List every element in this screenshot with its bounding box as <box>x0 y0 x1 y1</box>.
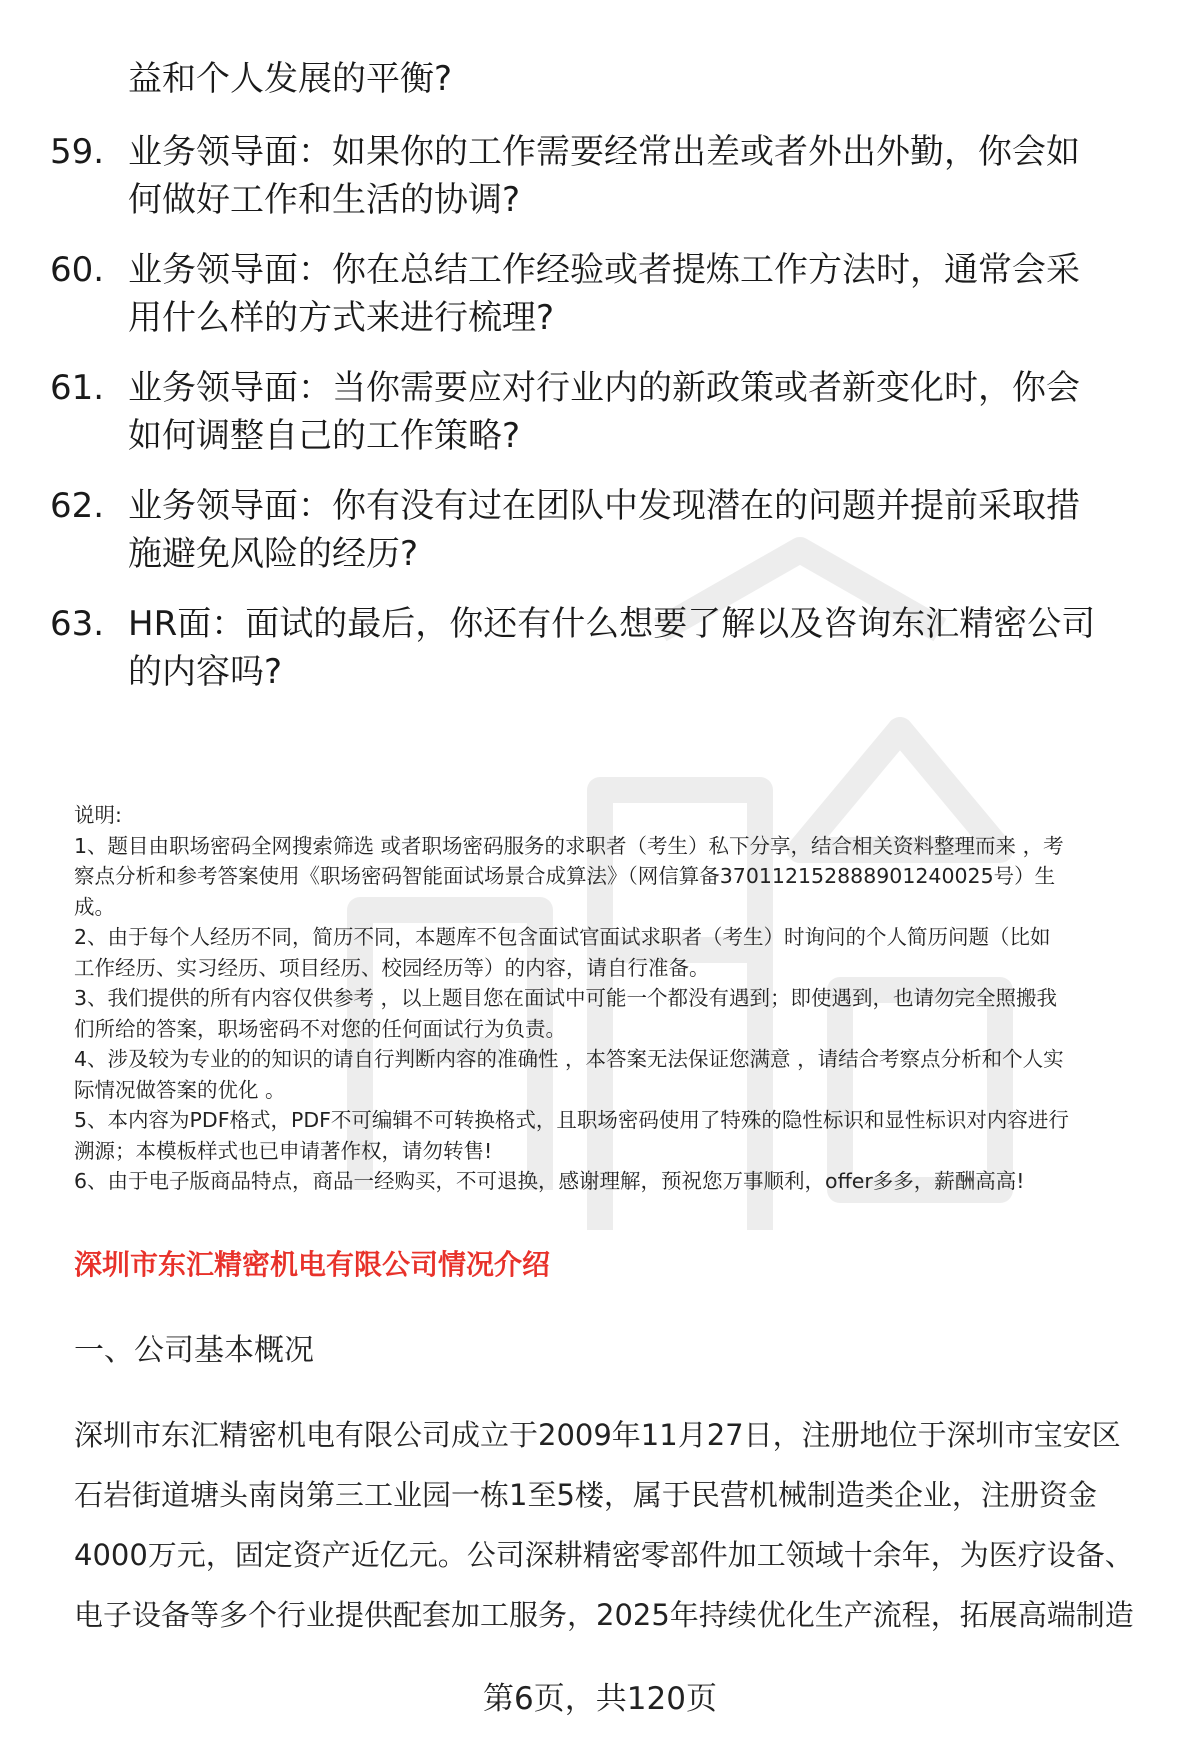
intro-line: 深圳市东汇精密机电有限公司成立于2009年11月27日，注册地位于深圳市宝安区 <box>74 1418 1121 1452</box>
question-item <box>50 246 1150 342</box>
question-item <box>50 600 1150 696</box>
question-line: 如何调整自己的工作策略? <box>128 416 521 456</box>
question-item <box>50 482 1150 578</box>
question-line: 益和个人发展的平衡? <box>128 59 453 99</box>
note-line: 工作经历、实习经历、项目经历、校园经历等）的内容，请自行准备。 <box>74 955 710 980</box>
note-line: 们所给的答案，职场密码不对您的任何面试行为负责。 <box>74 1016 566 1041</box>
note-line: 3、我们提供的所有内容仅供参考 ，以上题目您在面试中可能一个都没有遇到；即使遇到，也请勿完全照搬我 <box>74 986 1058 1010</box>
note-line: 4、涉及较为专业的的知识的请自行判断内容的准确性 ，本答案无法保证您满意 ，请结合考察点分析和个人实 <box>74 1047 1064 1071</box>
notes-heading: 说明: <box>74 803 122 827</box>
note-line: 6、由于电子版商品特点，商品一经购买，不可退换，感谢理解，预祝您万事顺利，offer多多，薪酬高高! <box>74 1169 1025 1193</box>
question-line: 业务领导面：你有没有过在团队中发现潜在的问题并提前采取措 <box>128 486 1080 526</box>
question-line: HR面：面试的最后，你还有什么想要了解以及咨询东汇精密公司 <box>128 604 1096 644</box>
note-line: 溯源；本模板样式也已申请著作权，请勿转售! <box>74 1138 493 1163</box>
question-text <box>128 55 1150 103</box>
company-subheading: 一、公司基本概况 <box>74 1333 314 1368</box>
question-number: 60. <box>50 250 105 290</box>
question-line: 何做好工作和生活的协调? <box>128 180 521 220</box>
question-line: 用什么样的方式来进行梳理? <box>128 298 555 338</box>
intro-line: 电子设备等多个行业提供配套加工服务，2025年持续优化生产流程，拓展高端制造 <box>74 1598 1134 1632</box>
company-intro <box>74 1405 1164 1645</box>
notes-section <box>74 800 1160 1197</box>
intro-line: 4000万元，固定资产近亿元。公司深耕精密零部件加工领域十余年，为医疗设备、 <box>74 1538 1134 1572</box>
note-line: 2、由于每个人经历不同，简历不同，本题库不包含面试官面试求职者（考生）时询问的个人简历问题（比如 <box>74 925 1051 949</box>
question-text <box>128 246 1150 342</box>
note-line: 察点分析和参考答案使用《职场密码智能面试场景合成算法》（网信算备370112152888901240025号）生 <box>74 864 1056 888</box>
question-line: 的内容吗? <box>128 652 283 692</box>
note-line: 际情况做答案的优化 。 <box>74 1077 286 1102</box>
question-line: 施避免风险的经历? <box>128 534 419 574</box>
page-footer: 第6页，共120页 <box>483 1681 717 1717</box>
company-section-title: 深圳市东汇精密机电有限公司情况介绍 <box>74 1248 551 1281</box>
note-line: 成。 <box>74 894 115 919</box>
question-number: 62. <box>50 486 105 526</box>
question-line: 业务领导面：你在总结工作经验或者提炼工作方法时，通常会采 <box>128 250 1080 290</box>
question-item <box>50 128 1150 224</box>
question-number: 63. <box>50 604 105 644</box>
question-text <box>128 364 1150 460</box>
note-line: 1、题目由职场密码全网搜索筛选 或者职场密码服务的求职者（考生）私下分享，结合相关资料整理而来 ，考 <box>74 833 1064 858</box>
question-line: 业务领导面：如果你的工作需要经常出差或者外出外勤，你会如 <box>128 132 1080 172</box>
question-item <box>50 364 1150 460</box>
question-text <box>128 600 1150 696</box>
question-line: 业务领导面：当你需要应对行业内的新政策或者新变化时，你会 <box>128 368 1080 408</box>
question-number: 59. <box>50 132 105 172</box>
question-text <box>128 128 1150 224</box>
question-text <box>128 482 1150 578</box>
intro-line: 石岩街道塘头南岗第三工业园一栋1至5楼，属于民营机械制造类企业，注册资金 <box>74 1478 1097 1512</box>
question-number: 61. <box>50 368 105 408</box>
note-line: 5、本内容为PDF格式，PDF不可编辑不可转换格式，且职场密码使用了特殊的隐性标识和显性标识对内容进行 <box>74 1108 1069 1132</box>
question-item <box>50 55 1150 103</box>
